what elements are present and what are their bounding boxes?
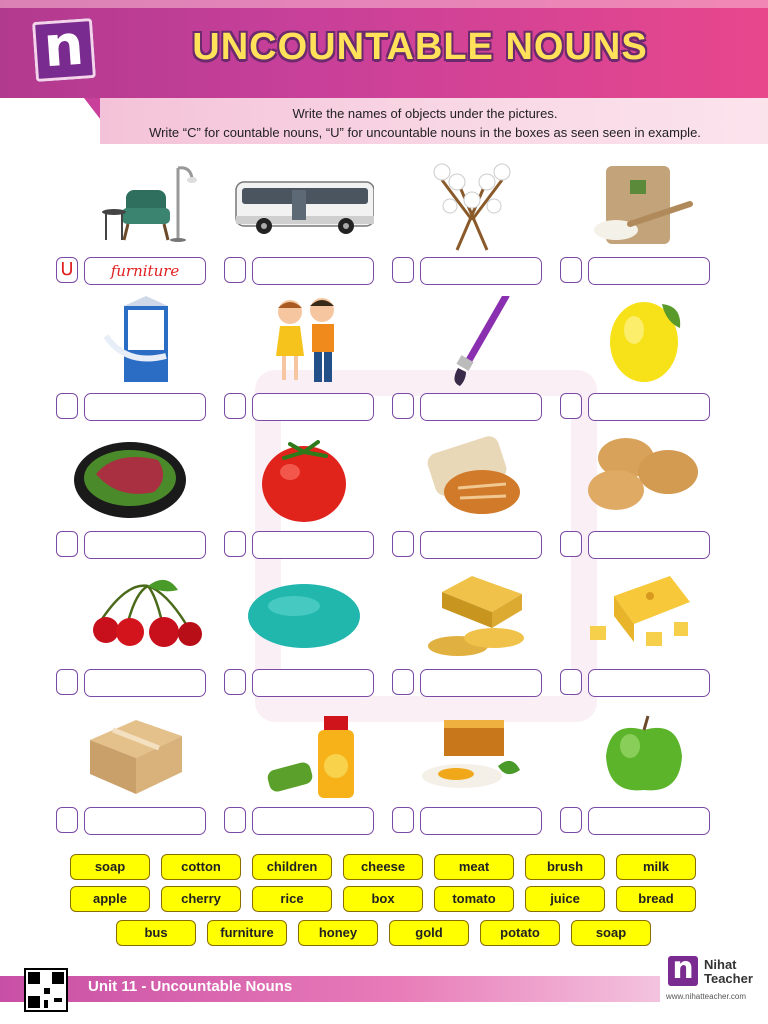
gold-icon — [402, 572, 542, 664]
instruction-line-1: Write the names of objects under the pictures. — [292, 106, 558, 121]
type-box[interactable] — [560, 393, 582, 419]
brand-logo-icon: n — [668, 956, 698, 986]
soap-icon — [234, 572, 374, 664]
word-chip[interactable]: apple — [70, 886, 150, 912]
type-box[interactable]: U — [56, 257, 78, 283]
website-link[interactable]: www.nihatteacher.com — [666, 992, 747, 1001]
word-chip[interactable]: bus — [116, 920, 196, 946]
type-box[interactable] — [392, 531, 414, 557]
children-icon — [234, 296, 374, 388]
answer-field[interactable] — [588, 807, 710, 835]
bread-icon — [402, 434, 542, 526]
exercise-item — [56, 710, 216, 834]
answer-field[interactable] — [588, 531, 710, 559]
brand-name-line1: Nihat — [704, 957, 737, 972]
answer-field[interactable] — [252, 393, 374, 421]
cheese-icon — [570, 572, 710, 664]
answer-field[interactable] — [84, 531, 206, 559]
answer-field[interactable] — [84, 393, 206, 421]
word-chip[interactable]: cherry — [161, 886, 241, 912]
word-chip[interactable]: soap — [70, 854, 150, 880]
exercise-item — [560, 434, 720, 558]
logo-letter: n — [41, 12, 86, 81]
type-box[interactable] — [56, 807, 78, 833]
word-chip[interactable]: cotton — [161, 854, 241, 880]
answer-field[interactable] — [252, 807, 374, 835]
answer-field[interactable] — [588, 669, 710, 697]
exercise-item — [392, 710, 552, 834]
exercise-item — [392, 296, 552, 420]
type-box[interactable] — [224, 669, 246, 695]
meat-icon — [66, 434, 206, 526]
word-chip[interactable]: brush — [525, 854, 605, 880]
answer-field[interactable] — [420, 257, 542, 285]
header-stripe — [0, 0, 768, 8]
exercise-item — [560, 296, 720, 420]
box-icon — [66, 710, 206, 802]
answer-field[interactable] — [588, 393, 710, 421]
exercise-item — [224, 160, 384, 284]
unit-label: Unit 11 - Uncountable Nouns — [88, 978, 293, 995]
exercise-item — [392, 572, 552, 696]
word-chip[interactable]: juice — [525, 886, 605, 912]
word-chip[interactable]: bread — [616, 886, 696, 912]
exercise-item — [560, 160, 720, 284]
type-box[interactable] — [224, 531, 246, 557]
brand-name — [704, 958, 753, 986]
cherry-icon — [66, 572, 206, 664]
type-box[interactable] — [392, 393, 414, 419]
word-chip[interactable]: rice — [252, 886, 332, 912]
milk-icon — [66, 296, 206, 388]
exercise-item — [56, 572, 216, 696]
answer-field[interactable] — [84, 669, 206, 697]
instruction-line-2: Write “C” for countable nouns, “U” for uncountable nouns in the boxes as seen seen in example. — [149, 125, 701, 140]
type-box[interactable] — [392, 807, 414, 833]
type-box[interactable] — [560, 807, 582, 833]
lemon-icon — [570, 296, 710, 388]
type-box[interactable] — [224, 393, 246, 419]
exercise-item — [224, 434, 384, 558]
tomato-icon — [234, 434, 374, 526]
answer-field[interactable] — [420, 807, 542, 835]
exercise-item — [56, 160, 216, 284]
potato-icon — [570, 434, 710, 526]
answer-field[interactable] — [420, 531, 542, 559]
logo — [32, 12, 96, 82]
type-box[interactable] — [56, 669, 78, 695]
answer-field[interactable] — [252, 257, 374, 285]
exercise-item — [56, 434, 216, 558]
word-chip[interactable]: meat — [434, 854, 514, 880]
exercise-item — [560, 572, 720, 696]
answer-field[interactable] — [420, 393, 542, 421]
answer-field[interactable] — [252, 669, 374, 697]
answer-field[interactable] — [588, 257, 710, 285]
type-box[interactable] — [56, 531, 78, 557]
answer-field[interactable]: furniture — [84, 257, 206, 285]
word-chip[interactable]: furniture — [207, 920, 287, 946]
apple-icon — [570, 710, 710, 802]
type-box[interactable] — [560, 669, 582, 695]
word-chip[interactable]: gold — [389, 920, 469, 946]
type-box[interactable] — [392, 669, 414, 695]
exercise-item — [56, 296, 216, 420]
brush-icon — [402, 296, 542, 388]
word-chip[interactable]: cheese — [343, 854, 423, 880]
type-box[interactable] — [224, 257, 246, 283]
footer — [0, 951, 768, 1024]
rice-icon — [570, 160, 710, 252]
exercise-item — [392, 434, 552, 558]
word-chip[interactable]: soap — [571, 920, 651, 946]
word-chip[interactable]: honey — [298, 920, 378, 946]
word-chip[interactable]: box — [343, 886, 423, 912]
word-chip[interactable]: potato — [480, 920, 560, 946]
word-chip[interactable]: milk — [616, 854, 696, 880]
type-box[interactable] — [224, 807, 246, 833]
exercise-item — [392, 160, 552, 284]
bus-icon — [234, 160, 374, 252]
cotton-icon — [402, 160, 542, 252]
brand-name-line2: Teacher — [704, 971, 753, 986]
answer-field[interactable] — [252, 531, 374, 559]
qr-code-icon — [24, 968, 68, 1012]
header-banner — [0, 0, 768, 98]
type-box[interactable] — [392, 257, 414, 283]
type-box[interactable] — [560, 257, 582, 283]
page-title: UNCOUNTABLE NOUNS — [192, 26, 648, 68]
type-box[interactable] — [56, 393, 78, 419]
exercise-item — [224, 296, 384, 420]
word-chip[interactable]: children — [252, 854, 332, 880]
answer-field[interactable] — [420, 669, 542, 697]
type-box[interactable] — [560, 531, 582, 557]
answer-field[interactable] — [84, 807, 206, 835]
furniture-icon — [66, 160, 206, 252]
exercise-item — [224, 710, 384, 834]
exercise-item — [560, 710, 720, 834]
juice-icon — [234, 710, 374, 802]
word-chip[interactable]: tomato — [434, 886, 514, 912]
exercise-item — [224, 572, 384, 696]
honey-icon — [402, 710, 542, 802]
